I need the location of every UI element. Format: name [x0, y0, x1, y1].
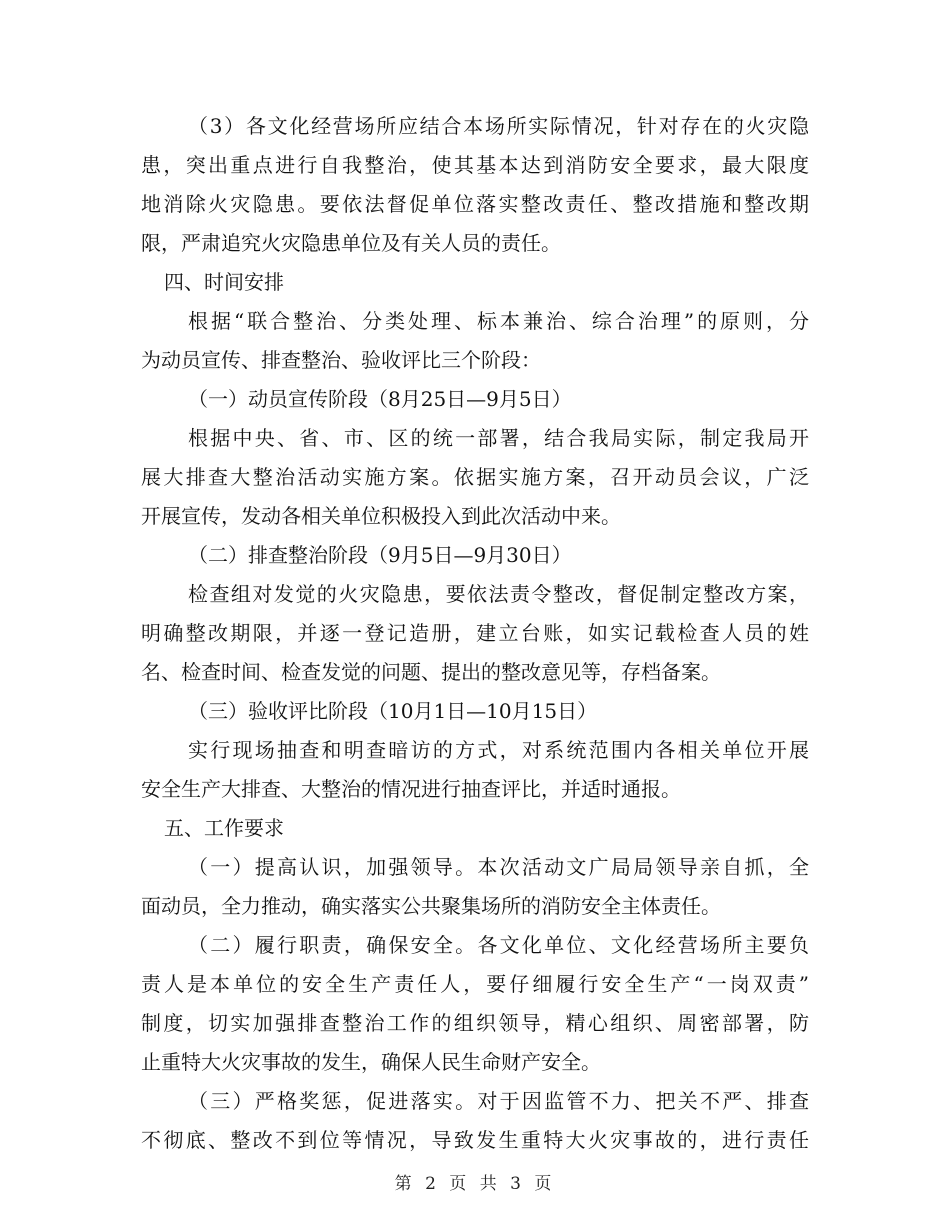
text-line: 为动员宣传、排查整治、验收评比三个阶段： — [141, 348, 541, 372]
page-footer: 第 2 页 共 3 页 — [394, 1174, 556, 1194]
text-line: 不彻底、整改不到位等情况，导致发生重特大火灾事故的，进行责任 — [141, 1128, 809, 1152]
text-line: 地消除火灾隐患。要依法督促单位落实整改责任、整改措施和整改期 — [141, 192, 809, 216]
text-line: 四、时间安排 — [164, 270, 284, 294]
text-line: 名、检查时间、检查发觉的问题、提出的整改意见等，存档备案。 — [141, 660, 721, 684]
text-line: （3）各文化经营场所应结合本场所实际情况，针对存在的火灾隐 — [188, 114, 809, 138]
document-body — [141, 107, 809, 1160]
text-line: （一）动员宣传阶段（8月25日—9月5日） — [188, 387, 572, 411]
text-line: 患，突出重点进行自我整治，使其基本达到消防安全要求，最大限度 — [141, 153, 809, 177]
text-line: 五、工作要求 — [164, 816, 284, 840]
text-line: 限，严肃追究火灾隐患单位及有关人员的责任。 — [141, 231, 561, 255]
text-line: 安全生产大排查、大整治的情况进行抽查评比，并适时通报。 — [141, 777, 681, 801]
text-line: 明确整改期限，并逐一登记造册，建立台账，如实记载检查人员的姓 — [141, 621, 809, 645]
text-line: （二）排查整治阶段（9月5日—9月30日） — [188, 543, 572, 567]
text-line: （二）履行职责，确保安全。各文化单位、文化经营场所主要负 — [188, 933, 809, 957]
text-line: 展大排查大整治活动实施方案。依据实施方案，召开动员会议，广泛 — [141, 465, 809, 489]
text-line: （三）验收评比阶段（10月1日—10月15日） — [188, 699, 598, 723]
text-line: （一）提高认识，加强领导。本次活动文广局局领导亲自抓，全 — [188, 855, 809, 879]
text-line: 根据“联合整治、分类处理、标本兼治、综合治理”的原则，分 — [188, 309, 809, 333]
text-line: 责人是本单位的安全生产责任人，要仔细履行安全生产“一岗双责” — [141, 972, 809, 996]
text-line: 面动员，全力推动，确实落实公共聚集场所的消防安全主体责任。 — [141, 894, 721, 918]
text-line: 实行现场抽查和明查暗访的方式，对系统范围内各相关单位开展 — [188, 738, 809, 762]
text-line: 根据中央、省、市、区的统一部署，结合我局实际，制定我局开 — [188, 426, 809, 450]
text-line: 检查组对发觉的火灾隐患，要依法责令整改，督促制定整改方案， — [188, 582, 809, 606]
text-line: 制度，切实加强排查整治工作的组织领导，精心组织、周密部署，防 — [141, 1011, 809, 1035]
text-line: （三）严格奖惩，促进落实。对于因监管不力、把关不严、排查 — [188, 1089, 809, 1113]
text-line: 开展宣传，发动各相关单位积极投入到此次活动中来。 — [141, 504, 621, 528]
text-line: 止重特大火灾事故的发生，确保人民生命财产安全。 — [141, 1050, 601, 1074]
